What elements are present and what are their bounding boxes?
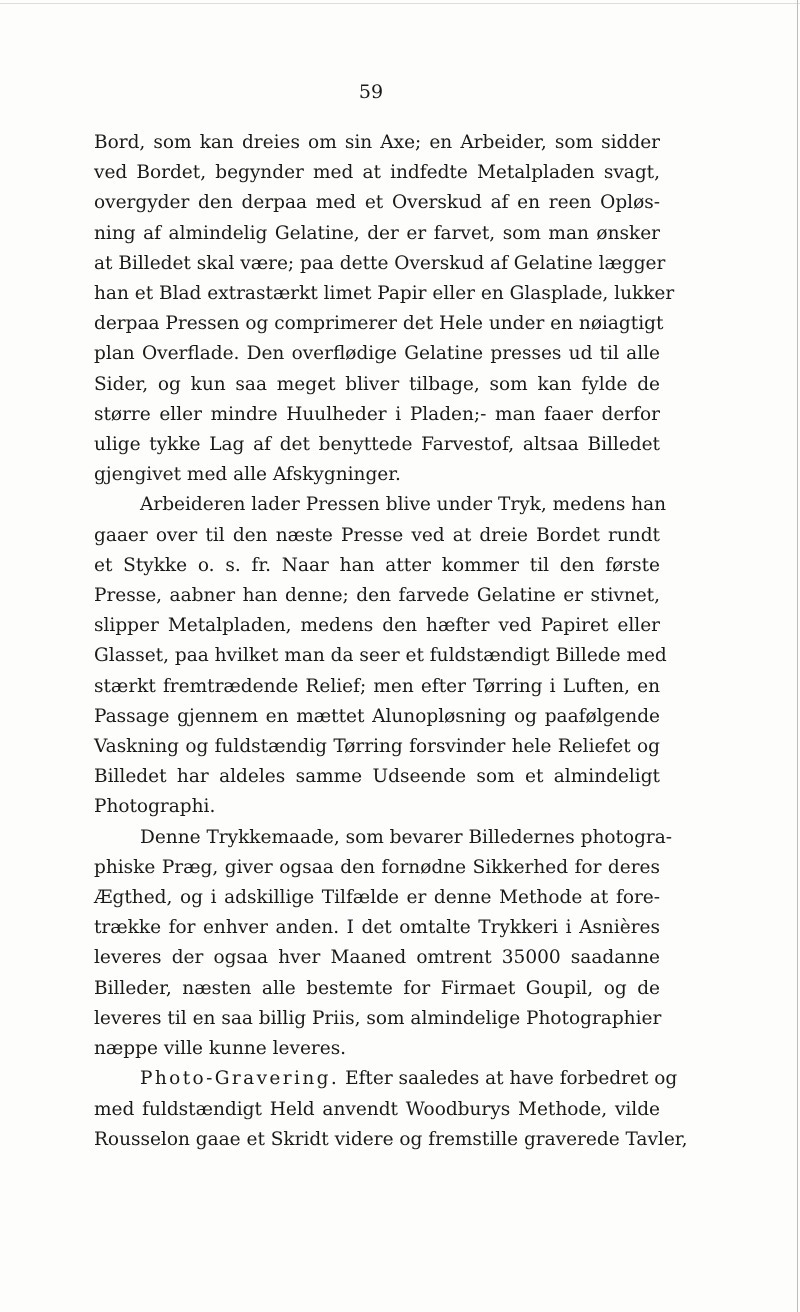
text-line: Billeder, næsten alle bestemte for Firmaet Goupil, og de [94, 977, 660, 999]
paragraph-2 [94, 490, 667, 822]
text-line: stærkt fremtrædende Relief; men efter Tørring i Luften, en [94, 675, 660, 697]
text-line: Passage gjennem en mættet Alunopløsning og paafølgende [94, 705, 660, 727]
section-heading: Photo-Gravering. [140, 1068, 340, 1090]
paragraph-3 [94, 823, 673, 1065]
text-line: ulige tykke Lag af det benyttede Farvestof, altsaa Billedet [94, 434, 660, 456]
text-line: gjengivet med alle Afskygninger. [94, 464, 401, 486]
text-line: Vaskning og fuldstændig Tørring forsvinder hele Reliefet og [94, 736, 660, 758]
text-line: slipper Metalpladen, medens den hæfter ved Papiret eller [94, 615, 660, 637]
text-line: gaaer over til den næste Presse ved at dreie Bordet rundt [94, 524, 660, 546]
text-line: større eller mindre Huulheder i Pladen;- man faaer derfor [94, 403, 660, 425]
text-line: plan Overflade. Den overflødige Gelatine presses ud til alle [94, 343, 660, 365]
text-line: et Stykke o. s. fr. Naar han atter kommer til den første [94, 554, 660, 576]
text-line: Ægthed, og i adskillige Tilfælde er denne Methode at fore- [94, 887, 660, 909]
page-right-edge [797, 0, 798, 1312]
body-text [94, 128, 688, 1155]
text-line: ning af almindelig Gelatine, der er farvet, som man ønsker [94, 222, 660, 244]
text-line: Denne Trykkemaade, som bevarer Billedernes photogra- [140, 826, 673, 848]
page-top-edge [0, 3, 800, 4]
text-line: leveres til en saa billig Priis, som almindelige Photographier [94, 1007, 662, 1029]
text-line-rest: Efter saaledes at have forbedret og [345, 1068, 678, 1090]
text-line: derpaa Pressen og comprimerer det Hele under en nøiagtigt [94, 313, 664, 335]
text-line: at Billedet skal være; paa dette Overskud af Gelatine lægger [94, 252, 666, 274]
text-line: Bord, som kan dreies om sin Axe; en Arbeider, som sidder [94, 132, 660, 153]
paragraph-1 [94, 128, 675, 490]
text-line: phiske Præg, giver ogsaa den fornødne Sikkerhed for deres [94, 856, 660, 878]
text-line: overgyder den derpaa med et Overskud af en reen Opløs- [94, 192, 660, 214]
text-line: leveres der ogsaa hver Maaned omtrent 35000 saadanne [94, 947, 660, 969]
text-line: han et Blad extrastærkt limet Papir eller en Glasplade, lukker [94, 283, 675, 305]
text-line: Glasset, paa hvilket man da seer et fuldstændigt Billede med [94, 645, 667, 667]
text-line: Presse, aabner han denne; den farvede Gelatine er stivnet, [94, 585, 660, 607]
text-line: Sider, og kun saa meget bliver tilbage, som kan fylde de [94, 373, 660, 395]
text-line: trække for enhver anden. I det omtalte Trykkeri i Asnières [94, 917, 660, 939]
paragraph-4 [94, 1064, 688, 1155]
text-line: Billedet har aldeles samme Udseende som et almindeligt [94, 766, 660, 788]
text-line: ved Bordet, begynder med at indfedte Metalpladen svagt, [94, 162, 660, 184]
text-line: Arbeideren lader Pressen blive under Tryk, medens han [140, 494, 667, 516]
text-line [94, 1064, 678, 1094]
text-line: næppe ville kunne leveres. [94, 1038, 347, 1060]
text-line: Photographi. [94, 796, 216, 818]
page-number: 59 [358, 81, 384, 103]
text-line: med fuldstændigt Held anvendt Woodburys Methode, vilde [94, 1098, 660, 1120]
text-line: Rousselon gaae et Skridt videre og fremstille graverede Tavler, [94, 1128, 688, 1150]
